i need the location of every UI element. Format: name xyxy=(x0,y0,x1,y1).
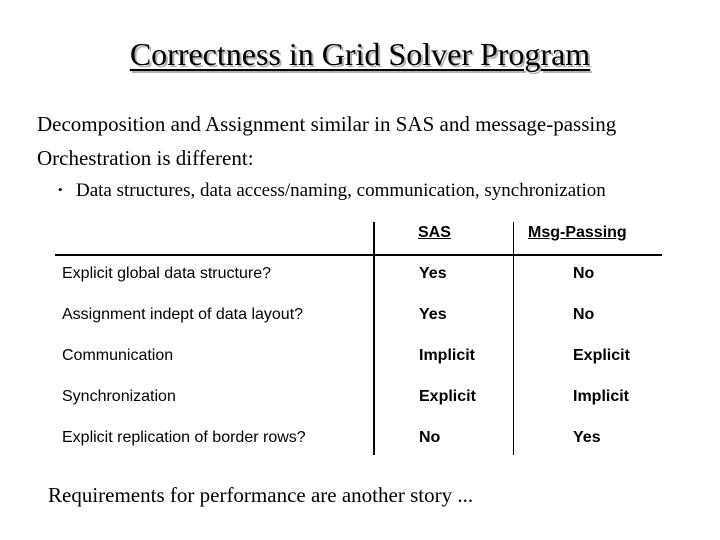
table-row-label: Explicit global data structure? xyxy=(62,265,271,282)
table-row-label: Synchronization xyxy=(62,388,176,405)
table-divider-vertical xyxy=(373,222,375,455)
table-cell-sas: Implicit xyxy=(419,347,476,364)
table-cell-sas: Yes xyxy=(419,265,447,282)
footer-note: Requirements for performance are another story ... xyxy=(48,483,474,507)
table-header-msg-passing: Msg-Passing xyxy=(528,224,627,241)
table-cell-msg: Explicit xyxy=(573,347,630,364)
table-cell-sas: No xyxy=(419,429,441,446)
table-header-sas: SAS xyxy=(418,224,451,241)
bullet-decomposition: Decomposition and Assignment similar in SAS and message-passing xyxy=(37,112,617,136)
table-divider-horizontal xyxy=(55,254,662,256)
table-cell-msg: Implicit xyxy=(573,388,630,405)
bullet-orchestration: Orchestration is different: xyxy=(37,146,254,170)
table-cell-msg: No xyxy=(573,306,595,323)
table-row-label: Explicit replication of border rows? xyxy=(62,429,306,446)
table-cell-msg: No xyxy=(573,265,595,282)
table-row-label: Communication xyxy=(62,347,174,364)
slide-title: Correctness in Grid Solver Program xyxy=(129,36,591,72)
table-cell-sas: Explicit xyxy=(419,388,476,405)
bullet-dot-icon: • xyxy=(58,182,63,197)
table-divider-vertical-2 xyxy=(513,222,514,455)
sub-bullet-text: Data structures, data access/naming, communication, synchronization xyxy=(76,180,606,201)
table-row-label: Assignment indept of data layout? xyxy=(62,306,304,323)
sub-bullet-data-structures xyxy=(58,180,606,202)
table-cell-msg: Yes xyxy=(573,429,601,446)
table-cell-sas: Yes xyxy=(419,306,447,323)
